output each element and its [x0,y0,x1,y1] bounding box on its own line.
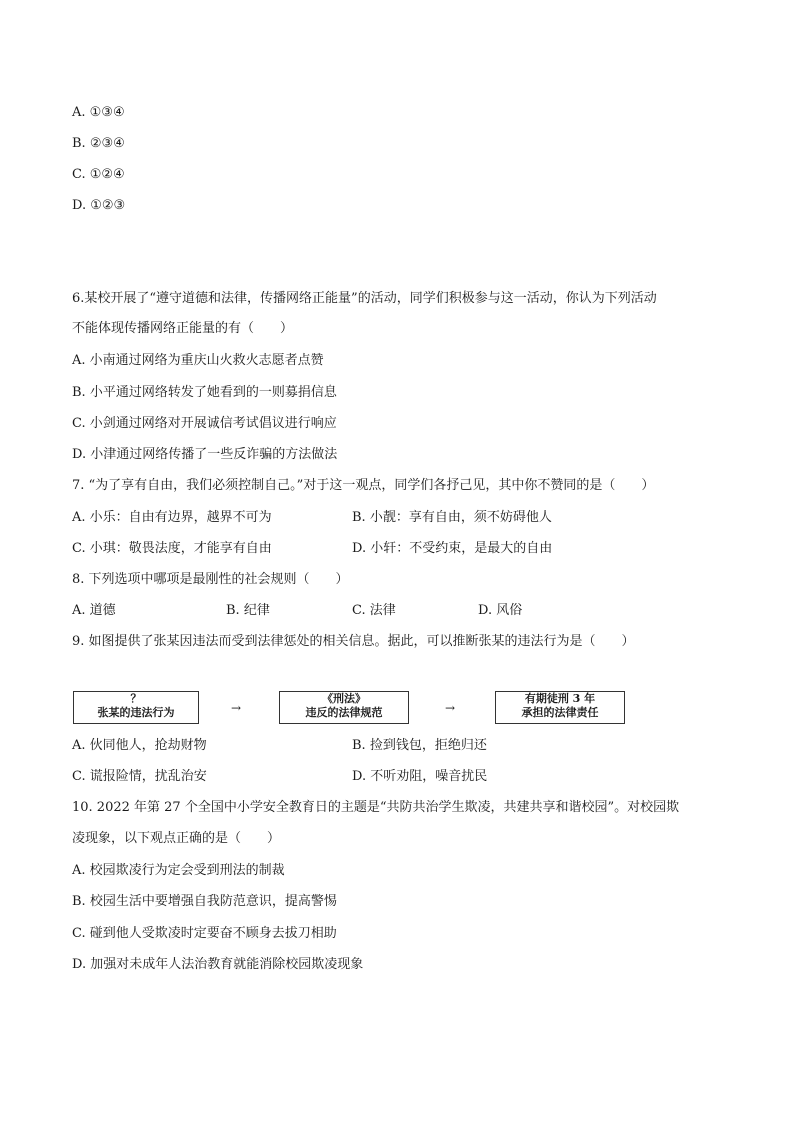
q6-option-a: A. 小南通过网络为重庆山火救火志愿者点赞 [72,353,324,368]
flow-arrow-1: → [231,701,242,715]
q5-option-a: A. ①③④ [72,105,125,120]
q8-option-d: D. 风俗 [478,603,523,618]
q7-stem: 7. “为了享有自由，我们必须控制自己。”对于这一观点，同学们各抒己见，其中你不赞同的是（ ） [72,478,655,493]
q10-stem-line1: 10. 2022 年第 27 个全国中小学安全教育日的主题是“共防共治学生欺凌，共建共享和谐校园”。对校园欺 [72,800,680,815]
q6-option-b: B. 小平通过网络转发了她看到的一则募捐信息 [72,385,337,400]
flow-box-legal-liability-line2: 承担的法律责任 [521,706,599,719]
q7-option-b: B. 小靓：享有自由，须不妨碍他人 [352,510,552,525]
q10-option-a: A. 校园欺凌行为定会受到刑法的制裁 [72,863,285,878]
q9-option-d: D. 不听劝阻，噪音扰民 [352,769,488,784]
q8-stem: 8. 下列选项中哪项是最刚性的社会规则（ ） [72,572,349,587]
flow-box-law-violated [279,691,409,724]
q10-stem-line2: 凌现象，以下观点正确的是（ ） [72,831,281,846]
q6-option-c: C. 小剑通过网络对开展诚信考试倡议进行响应 [72,416,337,431]
q7-option-d: D. 小轩：不受约束，是最大的自由 [352,541,553,556]
q5-option-b: B. ②③④ [72,136,125,151]
flow-box-illegal-act-line1: ？ [130,692,142,705]
q5-option-d: D. ①②③ [72,198,126,213]
q6-option-d: D. 小津通过网络传播了一些反诈骗的方法做法 [72,447,338,462]
q10-option-b: B. 校园生活中要增强自我防范意识，提高警惕 [72,894,337,909]
q6-stem-line2: 不能体现传播网络正能量的有（ ） [72,321,294,336]
q7-option-c: C. 小琪：敬畏法度，才能享有自由 [72,541,272,556]
flow-box-law-violated-line1: 《刑法》 [322,692,366,705]
q8-option-a: A. 道德 [72,603,116,618]
flow-box-illegal-act [73,691,199,724]
flow-box-illegal-act-line2: 张某的违法行为 [97,706,175,719]
flow-box-law-violated-line2: 违反的法律规范 [305,706,383,719]
q6-stem-line1: 6.某校开展了“遵守道德和法律，传播网络正能量”的活动，同学们积极参与这一活动，你认为下列活动 [72,291,657,306]
q9-stem: 9. 如图提供了张某因违法而受到法律惩处的相关信息。据此，可以推断张某的违法行为是（ ） [72,634,635,649]
q10-option-d: D. 加强对未成年人法治教育就能消除校园欺凌现象 [72,957,364,972]
q9-option-b: B. 捡到钱包，拒绝归还 [352,738,487,753]
flow-arrow-2: → [445,701,456,715]
flow-box-legal-liability-line1: 有期徒刑 3 年 [524,692,596,705]
flow-box-legal-liability [495,691,625,724]
q8-option-b: B. 纪律 [226,603,270,618]
q9-option-a: A. 伙同他人，抢劫财物 [72,738,207,753]
q8-option-c: C. 法律 [352,603,396,618]
q10-option-c: C. 碰到他人受欺凌时定要奋不顾身去拔刀相助 [72,926,337,941]
q7-option-a: A. 小乐：自由有边界，越界不可为 [72,510,272,525]
q5-option-c: C. ①②④ [72,167,125,182]
q9-option-c: C. 谎报险情，扰乱治安 [72,769,207,784]
